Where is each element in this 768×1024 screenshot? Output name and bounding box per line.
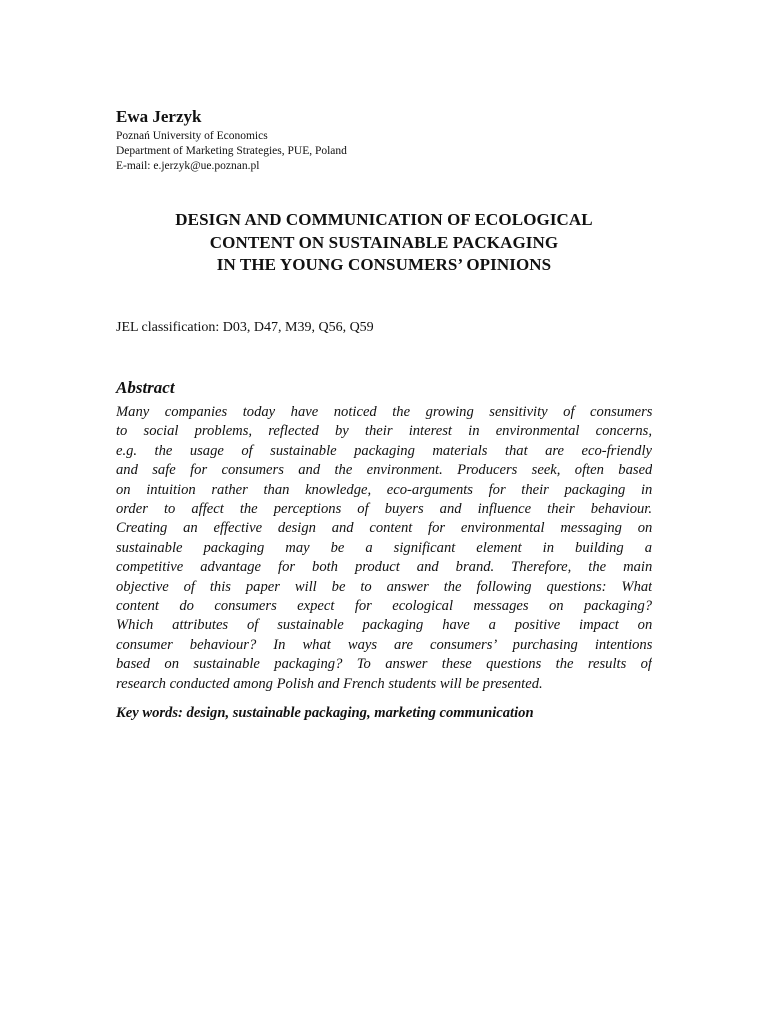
jel-classification: JEL classification: D03, D47, M39, Q56, Q59	[116, 320, 374, 335]
abstract-line: research conducted among Polish and French students will be presented.	[116, 675, 543, 692]
abstract-line: based on sustainable packaging? To answer these questions the results of	[116, 656, 652, 673]
abstract-line: sustainable packaging may be a significant element in building a	[116, 539, 652, 556]
abstract-line: objective of this paper will be to answer the following questions: What	[116, 578, 652, 595]
abstract-line: Creating an effective design and content for environmental messaging on	[116, 520, 652, 537]
abstract-line: competitive advantage for both product and brand. Therefore, the main	[116, 559, 652, 576]
abstract-line: content do consumers expect for ecological messages on packaging?	[116, 598, 652, 615]
author-name: Ewa Jerzyk	[116, 107, 202, 126]
title-line: DESIGN AND COMMUNICATION OF ECOLOGICAL	[175, 210, 593, 229]
affiliation-department: Department of Marketing Strategies, PUE, Poland	[116, 145, 347, 157]
title-line: CONTENT ON SUSTAINABLE PACKAGING	[209, 232, 559, 252]
abstract-heading: Abstract	[116, 378, 175, 397]
abstract-line: and safe for consumers and the environment. Producers seek, often based	[116, 462, 652, 479]
abstract-line: on intuition rather than knowledge, eco-arguments for their packaging in	[116, 481, 652, 498]
author-block	[116, 107, 656, 174]
abstract-line: e.g. the usage of sustainable packaging materials that are eco-friendly	[116, 442, 652, 459]
title-line: IN THE YOUNG CONSUMERS’ OPINIONS	[216, 255, 552, 274]
abstract-line: Which attributes of sustainable packaging have a positive impact on	[116, 617, 652, 634]
abstract-line: order to affect the perceptions of buyers and influence their behaviour.	[116, 501, 652, 518]
affiliation-email: E-mail: e.jerzyk@ue.poznan.pl	[116, 160, 260, 172]
abstract-body	[116, 403, 652, 694]
affiliation-university: Poznań University of Economics	[116, 130, 268, 142]
abstract-line: to social problems, reflected by their interest in environmental concerns,	[116, 423, 652, 440]
abstract-line: consumer behaviour? In what ways are consumers’ purchasing intentions	[116, 636, 652, 653]
paper-title	[100, 209, 668, 277]
abstract-line: Many companies today have noticed the growing sensitivity of consumers	[116, 404, 652, 420]
keywords: Key words: design, sustainable packaging, marketing communication	[116, 705, 534, 721]
